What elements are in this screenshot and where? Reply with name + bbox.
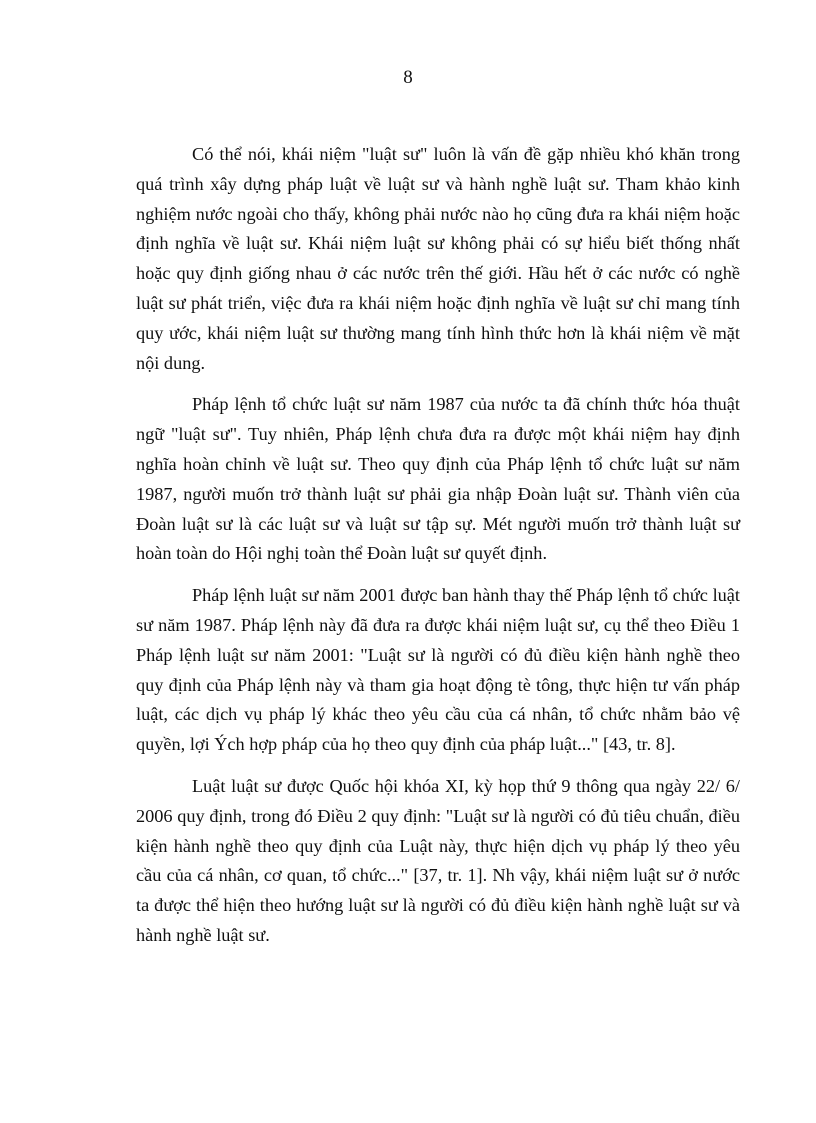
page-number: 8	[403, 67, 413, 88]
paragraph-ordinance-2001: Pháp lệnh luật sư năm 2001 được ban hành thay thế Pháp lệnh tổ chức luật sư năm 1987. Pháp lệnh này đã đưa ra được khái niệm luật sư, cụ thể theo Điều 1 Pháp lệnh luật sư năm 2001: "Luật sư là người có đủ điều kiện hành nghề theo quy định của Pháp lệnh này và tham gia hoạt động tè tông, thực hiện tư vấn pháp luật, các dịch vụ pháp lý khác theo yêu cầu của cá nhân, tổ chức nhằm bảo vệ quyền, lợi Ých hợp pháp của họ theo quy định của pháp luật..." [43, tr. 8].	[136, 585, 740, 755]
paragraph-law-2006: Luật luật sư được Quốc hội khóa XI, kỳ họp thứ 9 thông qua ngày 22/ 6/ 2006 quy định, trong đó Điều 2 quy định: "Luật sư là người có đủ tiêu chuẩn, điều kiện hành nghề theo quy định của Luật này, thực hiện dịch vụ pháp lý theo yêu cầu của cá nhân, cơ quan, tổ chức..." [37, tr. 1]. Nh vậy, khái niệm luật sư ở nước ta được thể hiện theo hướng luật sư là người có đủ điều kiện hành nghề luật sư và hành nghề luật sư.	[136, 775, 740, 945]
paragraph-ordinance-1987: Pháp lệnh tổ chức luật sư năm 1987 của nước ta đã chính thức hóa thuật ngữ "luật sư". Tuy nhiên, Pháp lệnh chưa đưa ra được một khái niệm hay định nghĩa hoàn chỉnh về luật sư. Theo quy định của Pháp lệnh tổ chức luật sư năm 1987, người muốn trở thành luật sư phải gia nhập Đoàn luật sư. Thành viên của Đoàn luật sư là các luật sư và luật sư tập sự. Mét người muốn trở thành luật sư hoàn toàn do Hội nghị toàn thể Đoàn luật sư quyết định.	[136, 394, 740, 564]
paragraph-lawyer-concept: Có thể nói, khái niệm "luật sư" luôn là vấn đề gặp nhiều khó khăn trong quá trình xây dựng pháp luật về luật sư và hành nghề luật sư. Tham khảo kinh nghiệm nước ngoài cho thấy, không phải nước nào họ cũng đưa ra khái niệm hoặc định nghĩa về luật sư. Khái niệm luật sư không phải có sự hiểu biết thống nhất hoặc quy định giống nhau ở các nước trên thế giới. Hầu hết ở các nước có nghề luật sư phát triển, việc đưa ra khái niệm hoặc định nghĩa về luật sư chỉ mang tính quy ước, khái niệm luật sư thường mang tính hình thức hơn là khái niệm về mặt nội dung.	[136, 144, 740, 373]
document-body	[136, 140, 740, 963]
